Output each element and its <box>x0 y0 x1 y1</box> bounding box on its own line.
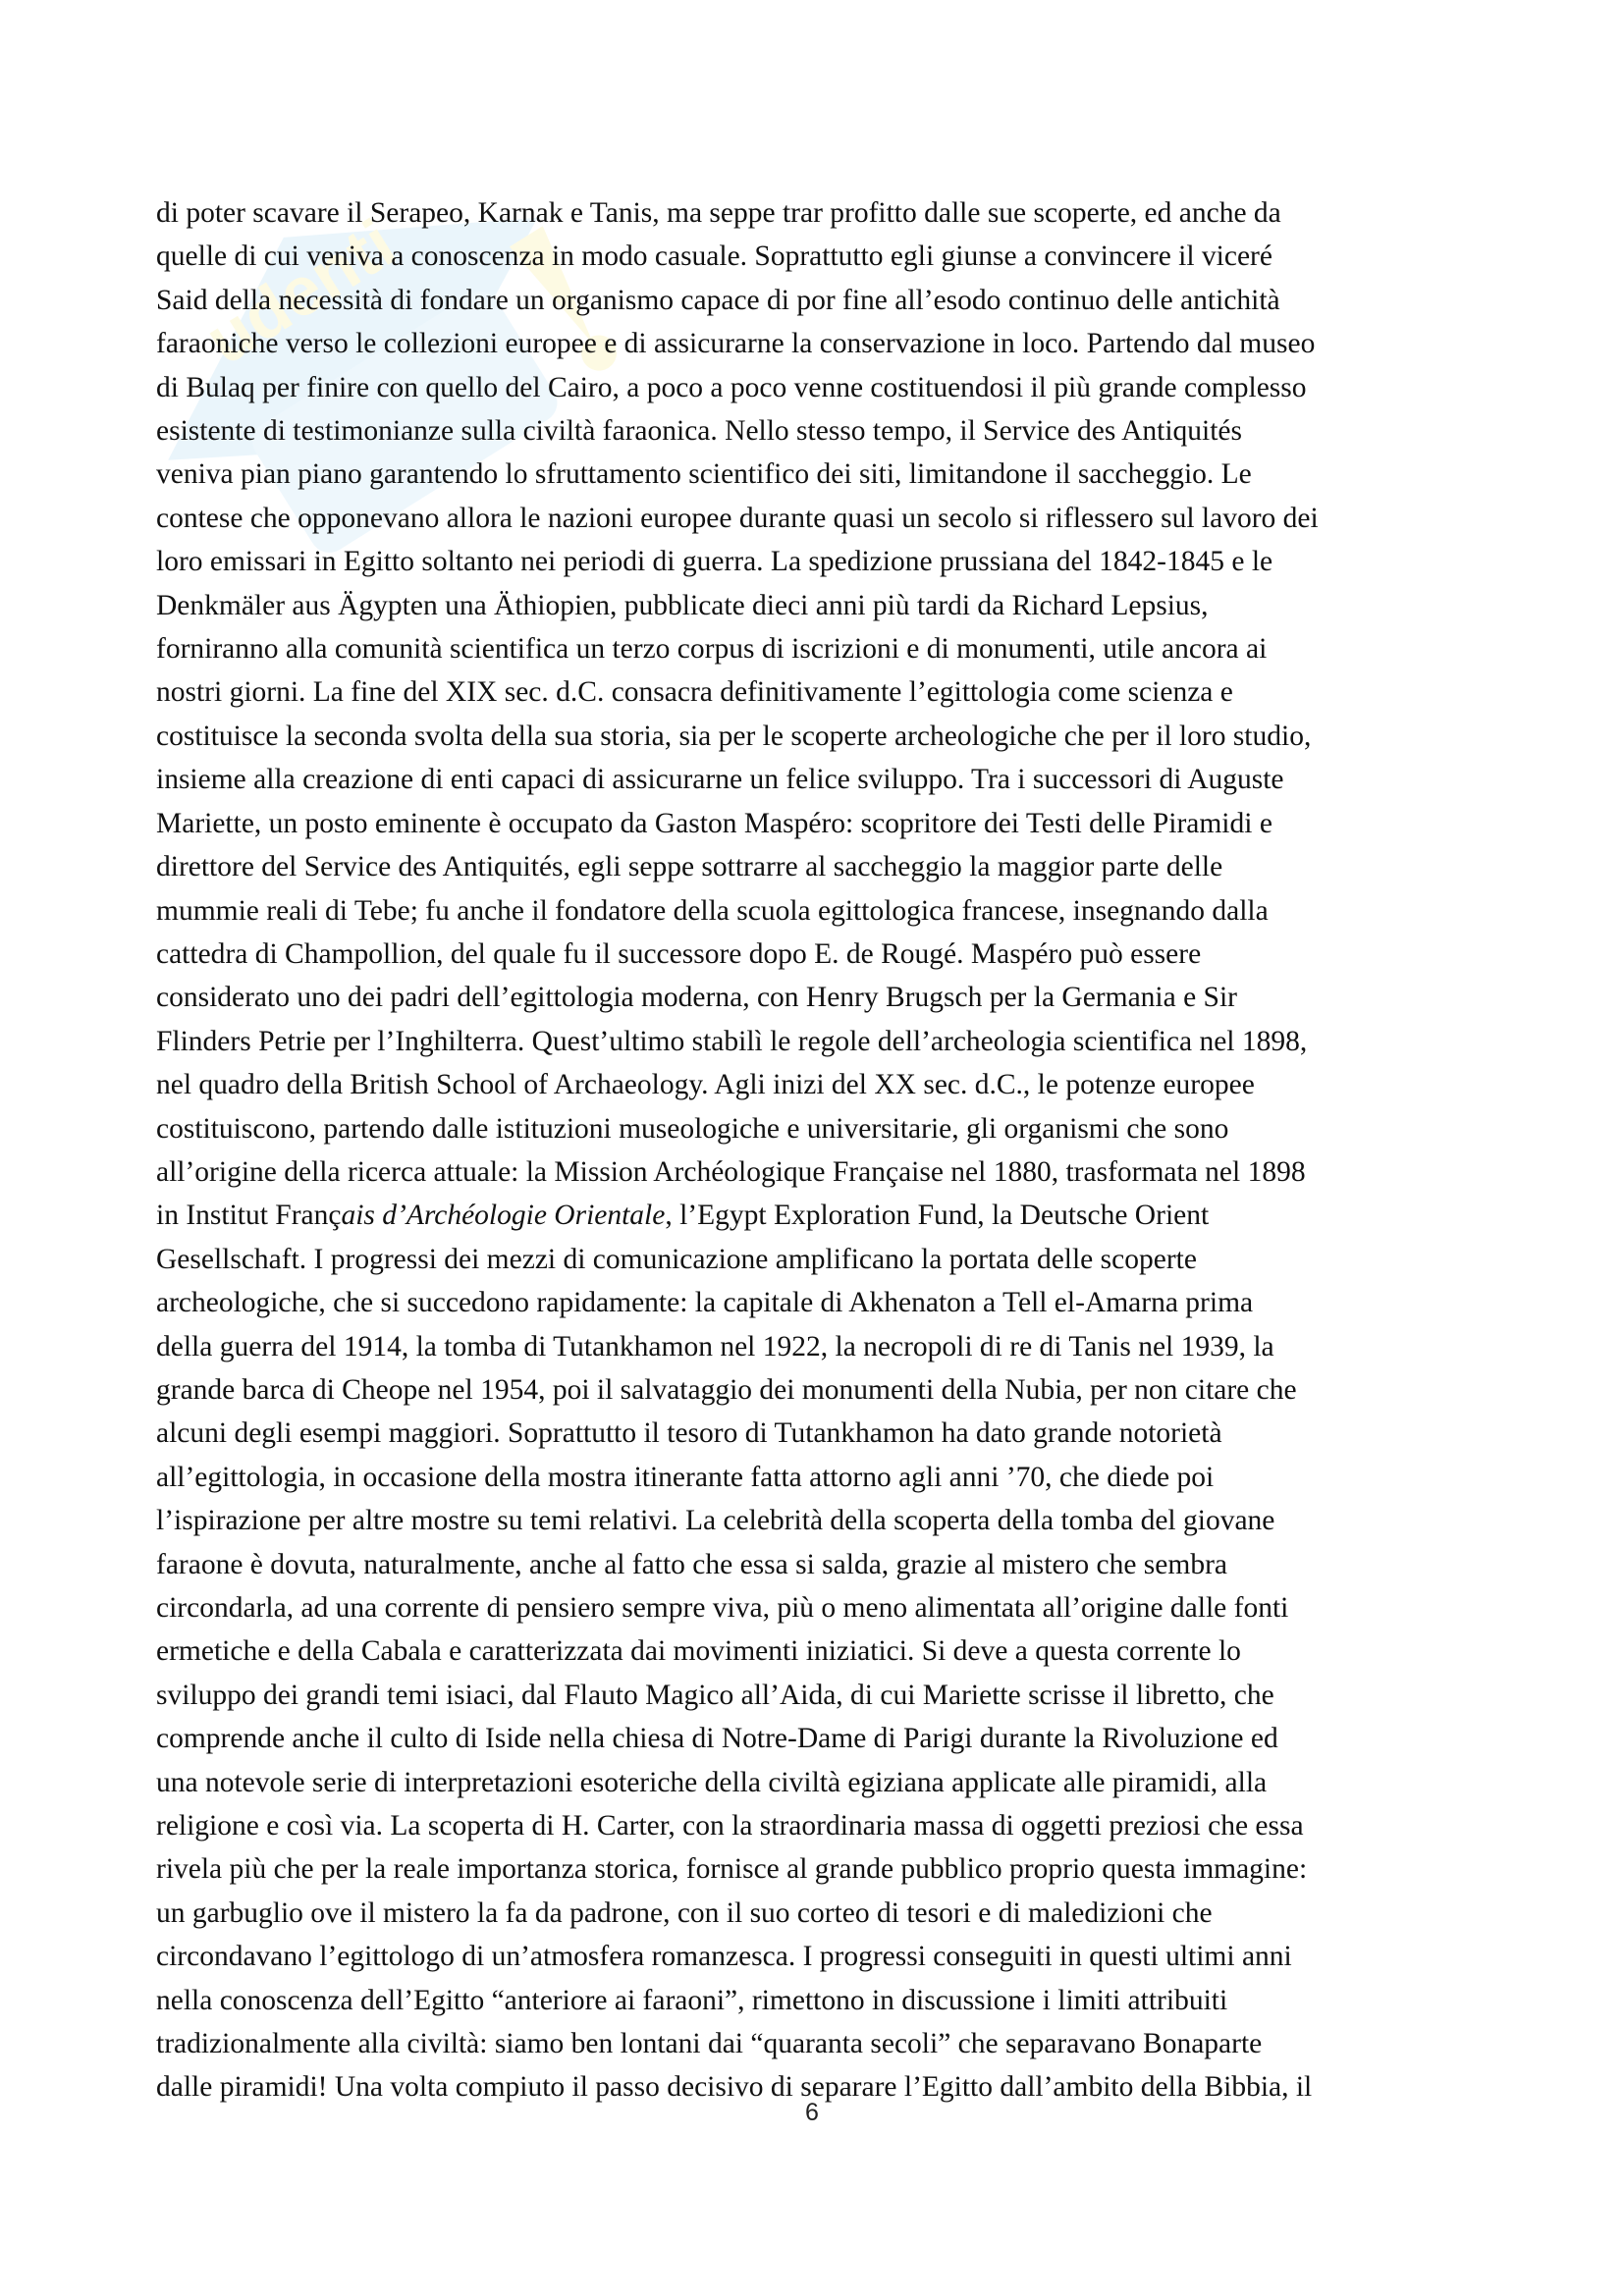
text-line: loro emissari in Egitto soltanto nei periodi di guerra. La spedizione prussiana del 1842-1845 e le <box>156 546 1273 578</box>
text-line: di poter scavare il Serapeo, Karnak e Tanis, ma seppe trar profitto dalle sue scoperte, ed anche da <box>156 197 1281 229</box>
text-line: cattedra di Champollion, del quale fu il successore dopo E. de Rougé. Maspéro può essere <box>156 937 1202 970</box>
text-line: in Institut Français d’Archéologie Orientale, l’Egypt Exploration Fund, la Deutsche Orient <box>156 1200 1210 1232</box>
text-line: religione e così via. La scoperta di H. Carter, con la straordinaria massa di oggetti preziosi che essa <box>156 1810 1304 1842</box>
text-line: quelle di cui veniva a conoscenza in modo casuale. Soprattutto egli giunse a convincere il viceré <box>156 240 1272 273</box>
text-line: l’ispirazione per altre mostre su temi relativi. La celebrità della scoperta della tomba del giovane <box>156 1505 1275 1537</box>
text-line: dalle piramidi! Una volta compiuto il passo decisivo di separare l’Egitto dall’ambito della Bibbia, il <box>156 2071 1313 2104</box>
text-line: un garbuglio ove il mistero la fa da padrone, con il suo corteo di tesori e di maledizioni che <box>156 1896 1213 1929</box>
text-line: nel quadro della British School of Archaeology. Agli inizi del XX sec. d.C., le potenze europee <box>156 1069 1255 1101</box>
text-line: nella conoscenza dell’Egitto “anteriore ai faraoni”, rimettono in discussione i limiti attribuiti <box>156 1984 1228 2016</box>
text-line: all’origine della ricerca attuale: la Mission Archéologique Française nel 1880, trasformata nel 1898 <box>156 1155 1306 1188</box>
text-line: faraoniche verso le collezioni europee e di assicurarne la conservazione in loco. Partendo dal museo <box>156 328 1316 360</box>
text-line: contese che opponevano allora le nazioni europee durante quasi un secolo si riflessero sul lavoro dei <box>156 502 1319 534</box>
text-line: all’egittologia, in occasione della mostra itinerante fatta attorno agli anni ’70, che diede poi <box>156 1461 1215 1493</box>
text-line: circondavano l’egittologo di un’atmosfera romanzesca. I progressi conseguiti in questi ultimi anni <box>156 1941 1292 1973</box>
body-text <box>156 191 1476 2109</box>
text-line: mummie reali di Tebe; fu anche il fondatore della scuola egittologica francese, insegnando dalla <box>156 894 1269 927</box>
text-line: archeologiche, che si succedono rapidamente: la capitale di Akhenaton a Tell el-Amarna prima <box>156 1287 1254 1319</box>
text-line: veniva pian piano garantendo lo sfruttamento scientifico dei siti, limitandone il saccheggio. Le <box>156 458 1252 491</box>
svg-text:udenti: udenti <box>192 204 408 380</box>
text-line: nostri giorni. La fine del XIX sec. d.C. consacra definitivamente l’egittologia come scienza e <box>156 676 1233 709</box>
text-line: direttore del Service des Antiquités, egli seppe sottrarre al saccheggio la maggior parte delle <box>156 851 1223 883</box>
text-line: Gesellschaft. I progressi dei mezzi di comunicazione amplificano la portata delle scoperte <box>156 1243 1197 1275</box>
text-line: faraone è dovuta, naturalmente, anche al fatto che essa si salda, grazie al mistero che sembra <box>156 1548 1227 1580</box>
page-number: 6 <box>805 2099 819 2126</box>
text-line: grande barca di Cheope nel 1954, poi il salvataggio dei monumenti della Nubia, per non citare che <box>156 1373 1297 1406</box>
text-line: sviluppo dei grandi temi isiaci, dal Flauto Magico all’Aida, di cui Mariette scrisse il libretto, che <box>156 1679 1274 1711</box>
text-line: ermetiche e della Cabala e caratterizzata dai movimenti iniziatici. Si deve a questa corrente lo <box>156 1635 1241 1668</box>
text-line: costituiscono, partendo dalle istituzioni museologiche e universitarie, gli organismi che sono <box>156 1112 1229 1145</box>
text-line: costituisce la seconda svolta della sua storia, sia per le scoperte archeologiche che per il loro studio, <box>156 720 1312 752</box>
text-line: di Bulaq per finire con quello del Cairo, a poco a poco venne costituendosi il più grande complesso <box>156 371 1307 403</box>
text-line: forniranno alla comunità scientifica un terzo corpus di iscrizioni e di monumenti, utile ancora ai <box>156 633 1268 666</box>
text-line: comprende anche il culto di Iside nella chiesa di Notre-Dame di Parigi durante la Rivoluzione ed <box>156 1723 1278 1755</box>
text-line: rivela più che per la reale importanza storica, fornisce al grande pubblico proprio questa immagine: <box>156 1853 1308 1886</box>
text-line: della guerra del 1914, la tomba di Tutankhamon nel 1922, la necropoli di re di Tanis nel 1939, la <box>156 1330 1274 1362</box>
text-line: circondarla, ad una corrente di pensiero sempre viva, più o meno alimentata all’origine dalle fonti <box>156 1592 1289 1624</box>
text-line: una notevole serie di interpretazioni esoteriche della civiltà egiziana applicate alle piramidi, alla <box>156 1766 1268 1798</box>
text-line: insieme alla creazione di enti capaci di assicurarne un felice sviluppo. Tra i successori di Auguste <box>156 764 1284 796</box>
text-line: Flinders Petrie per l’Inghilterra. Quest’ultimo stabilì le regole dell’archeologia scientifica nel 1898, <box>156 1025 1308 1057</box>
text-line: esistente di testimonianze sulla civiltà faraonica. Nello stesso tempo, il Service des Antiquités <box>156 415 1242 448</box>
text-line: considerato uno dei padri dell’egittologia moderna, con Henry Brugsch per la Germania e Sir <box>156 982 1237 1014</box>
text-line: Denkmäler aus Ägypten una Äthiopien, pubblicate dieci anni più tardi da Richard Lepsius, <box>156 589 1209 621</box>
text-line: tradizionalmente alla civiltà: siamo ben lontani dai “quaranta secoli” che separavano Bonaparte <box>156 2028 1263 2060</box>
text-line: Mariette, un posto eminente è occupato da Gaston Maspéro: scopritore dei Testi delle Piramidi e <box>156 807 1272 839</box>
text-line: alcuni degli esempi maggiori. Soprattutto il tesoro di Tutankhamon ha dato grande notorietà <box>156 1417 1222 1450</box>
text-line: Said della necessità di fondare un organismo capace di por fine all’esodo continuo delle antichità <box>156 284 1280 316</box>
